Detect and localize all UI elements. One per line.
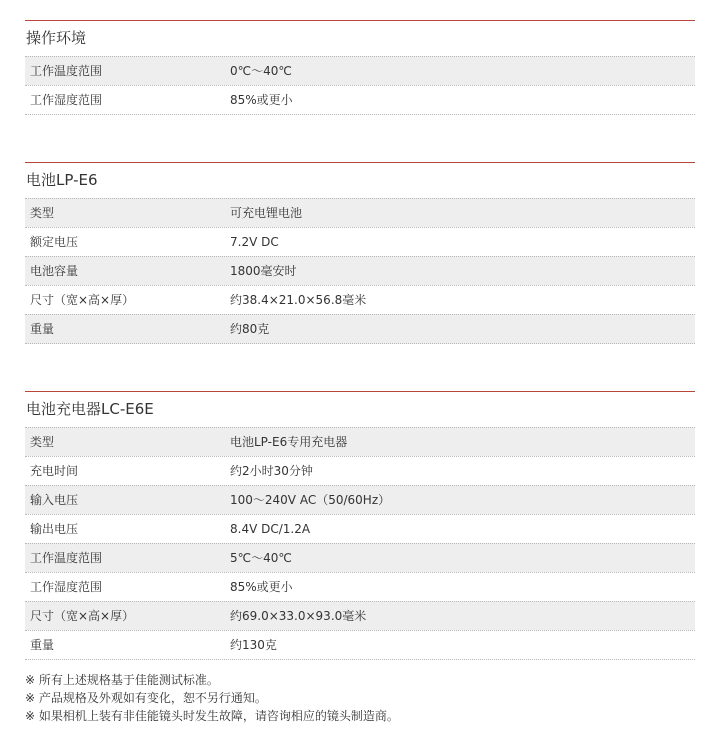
table-row (25, 256, 695, 285)
spec-value: 约2小时30分钟 (230, 464, 313, 478)
footnote: ※ 产品规格及外观如有变化，恕不另行通知。 (25, 691, 267, 705)
table-row (25, 485, 695, 514)
table-row (25, 314, 695, 344)
spec-key: 尺寸（宽×高×厚） (30, 293, 135, 307)
section-battery (25, 162, 695, 344)
spec-key: 输出电压 (30, 522, 79, 536)
spec-value: 约80克 (230, 322, 270, 336)
spec-value: 约69.0×33.0×93.0毫米 (230, 609, 367, 623)
table-row (25, 198, 695, 227)
spec-key: 类型 (30, 206, 55, 220)
spec-key: 工作温度范围 (30, 64, 103, 78)
spec-key: 额定电压 (30, 235, 79, 249)
spec-key: 输入电压 (30, 493, 79, 507)
table-row (25, 85, 695, 115)
spec-value: 85%或更小 (230, 580, 293, 594)
section-title: 电池LP-E6 (25, 162, 695, 198)
table-row (25, 543, 695, 572)
table-row (25, 572, 695, 601)
spec-key: 工作温度范围 (30, 551, 103, 565)
table-row (25, 456, 695, 485)
table-row (25, 514, 695, 543)
footnote: ※ 所有上述规格基于佳能测试标准。 (25, 673, 219, 687)
spec-value: 约38.4×21.0×56.8毫米 (230, 293, 367, 307)
section-title: 电池充电器LC-E6E (25, 391, 695, 427)
spec-key: 工作湿度范围 (30, 93, 103, 107)
spec-key: 电池容量 (30, 264, 79, 278)
table-row (25, 601, 695, 630)
footnote: ※ 如果相机上装有非佳能镜头时发生故障，请咨询相应的镜头制造商。 (25, 709, 399, 723)
table-row (25, 227, 695, 256)
spec-value: 8.4V DC/1.2A (230, 522, 311, 536)
spec-value: 100～240V AC（50/60Hz） (230, 493, 391, 507)
section-charger (25, 391, 695, 660)
spec-value: 电池LP-E6专用充电器 (230, 435, 348, 449)
spec-value: 0℃～40℃ (230, 64, 292, 78)
table-row (25, 285, 695, 314)
section-operating-environment (25, 20, 695, 115)
spec-key: 重量 (30, 322, 55, 336)
section-title: 操作环境 (25, 20, 695, 56)
spec-value: 1800毫安时 (230, 264, 297, 278)
table-row (25, 56, 695, 85)
spec-key: 类型 (30, 435, 55, 449)
spec-value: 7.2V DC (230, 235, 279, 249)
spec-key: 尺寸（宽×高×厚） (30, 609, 135, 623)
spec-key: 重量 (30, 638, 55, 652)
table-row (25, 427, 695, 456)
spec-value: 可充电锂电池 (230, 206, 303, 220)
spec-key: 工作湿度范围 (30, 580, 103, 594)
spec-value: 85%或更小 (230, 93, 293, 107)
spec-key: 充电时间 (30, 464, 79, 478)
footnotes (25, 671, 399, 725)
spec-value: 5℃～40℃ (230, 551, 292, 565)
table-row (25, 630, 695, 660)
spec-value: 约130克 (230, 638, 277, 652)
